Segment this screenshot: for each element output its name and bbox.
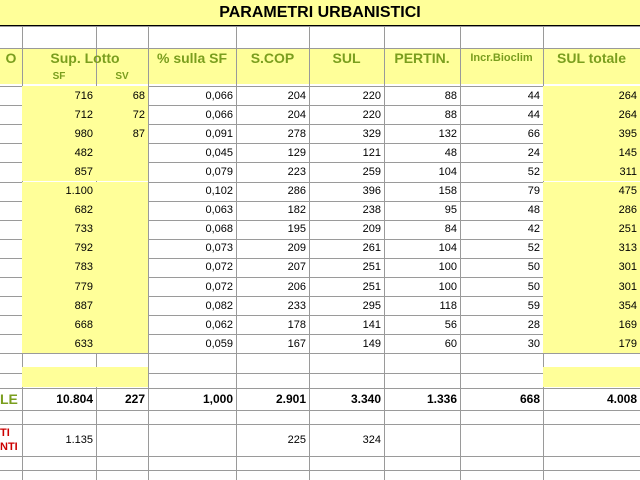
grid-hline bbox=[0, 26, 640, 27]
cell-pertin: 104 bbox=[438, 242, 457, 255]
cell-perc: 0,091 bbox=[205, 127, 233, 140]
cell-sultot: 264 bbox=[618, 89, 637, 102]
cell-scop: 209 bbox=[287, 242, 306, 255]
col-header-0: O bbox=[5, 50, 17, 66]
total-scop: 2.901 bbox=[275, 392, 306, 406]
cell-sultot: 475 bbox=[618, 185, 637, 198]
cell-perc: 0,045 bbox=[205, 146, 233, 159]
cell-scop: 167 bbox=[287, 337, 306, 350]
cell-pertin: 132 bbox=[438, 127, 457, 140]
cell-sul: 251 bbox=[362, 280, 381, 293]
cell-pertin: 88 bbox=[444, 89, 457, 102]
cell-sf: 980 bbox=[74, 127, 93, 140]
cell-perc: 0,102 bbox=[205, 185, 233, 198]
cell-pertin: 88 bbox=[444, 108, 457, 121]
cell-pertin: 118 bbox=[439, 299, 457, 312]
cell-bioclim: 42 bbox=[527, 223, 540, 236]
cell-sultot: 264 bbox=[618, 108, 637, 121]
cell-bioclim: 52 bbox=[527, 242, 540, 255]
total-label: LE bbox=[0, 391, 18, 407]
cell-sv bbox=[96, 277, 148, 296]
cell-scop: 182 bbox=[287, 204, 306, 217]
total-bioclim: 668 bbox=[519, 392, 540, 406]
cell-sf: 783 bbox=[74, 261, 93, 274]
cell-sultot: 286 bbox=[618, 204, 637, 217]
cell-scop: 178 bbox=[287, 318, 306, 331]
cell-sf: 633 bbox=[74, 337, 93, 350]
extra-label-line2: NTI bbox=[0, 441, 18, 453]
cell-bioclim: 52 bbox=[527, 165, 540, 178]
extra-sul: 324 bbox=[362, 434, 381, 446]
cell-scop: 207 bbox=[287, 261, 306, 274]
cell-sf: 887 bbox=[74, 299, 93, 312]
cell-bioclim: 24 bbox=[527, 146, 540, 159]
cell-perc: 0,059 bbox=[205, 337, 233, 350]
extra-scop: 225 bbox=[287, 434, 306, 446]
cell-pertin: 104 bbox=[438, 165, 457, 178]
cell-sv bbox=[96, 315, 148, 334]
cell-scop: 233 bbox=[287, 299, 306, 312]
cell-bioclim: 44 bbox=[527, 108, 540, 121]
cell-sf: 1.100 bbox=[65, 185, 93, 198]
cell-sultot: 301 bbox=[618, 280, 637, 293]
cell-pertin: 84 bbox=[444, 223, 457, 236]
cell-sv bbox=[96, 239, 148, 258]
col-header-sul-totale: SUL totale bbox=[557, 50, 626, 66]
total-perc: 1,000 bbox=[202, 392, 233, 406]
cell-scop: 278 bbox=[287, 127, 306, 140]
extra-label-line1: TI bbox=[0, 427, 10, 439]
cell-bioclim: 48 bbox=[527, 204, 540, 217]
subheader-sv: SV bbox=[115, 70, 129, 82]
cell-scop: 129 bbox=[287, 146, 306, 159]
cell-sultot: 395 bbox=[618, 127, 637, 140]
cell-pertin: 95 bbox=[444, 204, 457, 217]
cell-bioclim: 50 bbox=[527, 280, 540, 293]
cell-scop: 204 bbox=[287, 89, 306, 102]
cell-sf: 716 bbox=[74, 89, 93, 102]
cell-sf: 779 bbox=[74, 280, 93, 293]
col-header-perc-sf: % sulla SF bbox=[156, 50, 228, 66]
cell-sv bbox=[96, 182, 148, 201]
cell-bioclim: 30 bbox=[527, 337, 540, 350]
cell-pertin: 100 bbox=[438, 280, 457, 293]
cell-sultot: 313 bbox=[618, 242, 637, 255]
cell-perc: 0,079 bbox=[205, 165, 233, 178]
cell-sf: 482 bbox=[74, 146, 93, 159]
total-sf: 10.804 bbox=[56, 392, 93, 406]
cell-sf: 682 bbox=[74, 204, 93, 217]
cell-sf: 792 bbox=[74, 242, 93, 255]
cell-sv bbox=[96, 258, 148, 277]
total-bg bbox=[543, 367, 640, 387]
cell-sf: 668 bbox=[74, 318, 93, 331]
cell-sul: 238 bbox=[362, 204, 381, 217]
cell-sul: 251 bbox=[362, 261, 381, 274]
col-header-scop: S.COP bbox=[250, 50, 295, 66]
cell-bioclim: 79 bbox=[527, 185, 540, 198]
cell-sul: 220 bbox=[362, 89, 381, 102]
cell-bioclim: 44 bbox=[527, 89, 540, 102]
subheader-sf: SF bbox=[52, 70, 66, 82]
col-header-pertin: PERTIN. bbox=[394, 50, 450, 66]
cell-sul: 295 bbox=[362, 299, 381, 312]
extra-sf: 1.135 bbox=[65, 434, 93, 446]
cell-sultot: 145 bbox=[618, 146, 637, 159]
cell-scop: 195 bbox=[287, 223, 306, 236]
cell-sultot: 169 bbox=[618, 318, 637, 331]
cell-bioclim: 50 bbox=[527, 261, 540, 274]
title-underline bbox=[0, 25, 640, 26]
col-header-sup-lotto: Sup. Lotto bbox=[50, 50, 120, 66]
total-pertin: 1.336 bbox=[426, 392, 457, 406]
cell-pertin: 48 bbox=[444, 146, 457, 159]
cell-perc: 0,072 bbox=[205, 261, 233, 274]
cell-sf: 733 bbox=[74, 223, 93, 236]
grid-hline bbox=[0, 456, 640, 457]
cell-perc: 0,062 bbox=[205, 318, 233, 331]
cell-sul: 149 bbox=[362, 337, 381, 350]
cell-sul: 220 bbox=[362, 108, 381, 121]
cell-scop: 286 bbox=[287, 185, 306, 198]
cell-sv: 68 bbox=[132, 89, 145, 102]
cell-perc: 0,073 bbox=[205, 242, 233, 255]
cell-sul: 261 bbox=[362, 242, 381, 255]
cell-sv: 87 bbox=[132, 127, 145, 140]
extra-label bbox=[0, 424, 22, 456]
cell-sv bbox=[96, 296, 148, 315]
cell-sv bbox=[96, 143, 148, 162]
cell-sv bbox=[96, 334, 148, 353]
cell-sv: 72 bbox=[132, 108, 145, 121]
grid-hline bbox=[0, 410, 640, 411]
cell-scop: 206 bbox=[287, 280, 306, 293]
cell-sv bbox=[96, 162, 148, 181]
cell-pertin: 60 bbox=[444, 337, 457, 350]
cell-sf: 857 bbox=[74, 165, 93, 178]
col-header-incr-bioclim: Incr.Bioclim bbox=[470, 52, 533, 64]
cell-perc: 0,066 bbox=[205, 108, 233, 121]
cell-sul: 121 bbox=[362, 146, 381, 159]
cell-scop: 223 bbox=[287, 165, 306, 178]
cell-sul: 209 bbox=[362, 223, 381, 236]
cell-pertin: 100 bbox=[438, 261, 457, 274]
grid-hline bbox=[0, 470, 640, 471]
cell-sul: 329 bbox=[362, 127, 381, 140]
cell-perc: 0,068 bbox=[205, 223, 233, 236]
cell-bioclim: 28 bbox=[527, 318, 540, 331]
cell-bioclim: 66 bbox=[527, 127, 540, 140]
cell-sv bbox=[96, 201, 148, 220]
cell-sultot: 354 bbox=[618, 299, 637, 312]
cell-sultot: 311 bbox=[619, 165, 637, 178]
cell-perc: 0,063 bbox=[205, 204, 233, 217]
cell-sultot: 179 bbox=[618, 337, 637, 350]
total-sul: 3.340 bbox=[350, 392, 381, 406]
cell-sultot: 301 bbox=[618, 261, 637, 274]
cell-scop: 204 bbox=[287, 108, 306, 121]
cell-sf: 712 bbox=[74, 108, 93, 121]
cell-perc: 0,072 bbox=[205, 280, 233, 293]
cell-pertin: 158 bbox=[438, 185, 457, 198]
col-header-sul: SUL bbox=[332, 50, 361, 66]
sheet-title: PARAMETRI URBANISTICI bbox=[219, 4, 421, 21]
cell-sul: 141 bbox=[362, 318, 381, 331]
cell-sul: 396 bbox=[362, 185, 381, 198]
cell-perc: 0,066 bbox=[205, 89, 233, 102]
total-bg bbox=[22, 367, 148, 387]
cell-sul: 259 bbox=[362, 165, 381, 178]
cell-perc: 0,082 bbox=[205, 299, 233, 312]
total-sul-totale: 4.008 bbox=[606, 392, 637, 406]
cell-sultot: 251 bbox=[618, 223, 637, 236]
cell-bioclim: 59 bbox=[527, 299, 540, 312]
cell-pertin: 56 bbox=[444, 318, 457, 331]
total-sv: 227 bbox=[124, 392, 145, 406]
cell-sv bbox=[96, 220, 148, 239]
